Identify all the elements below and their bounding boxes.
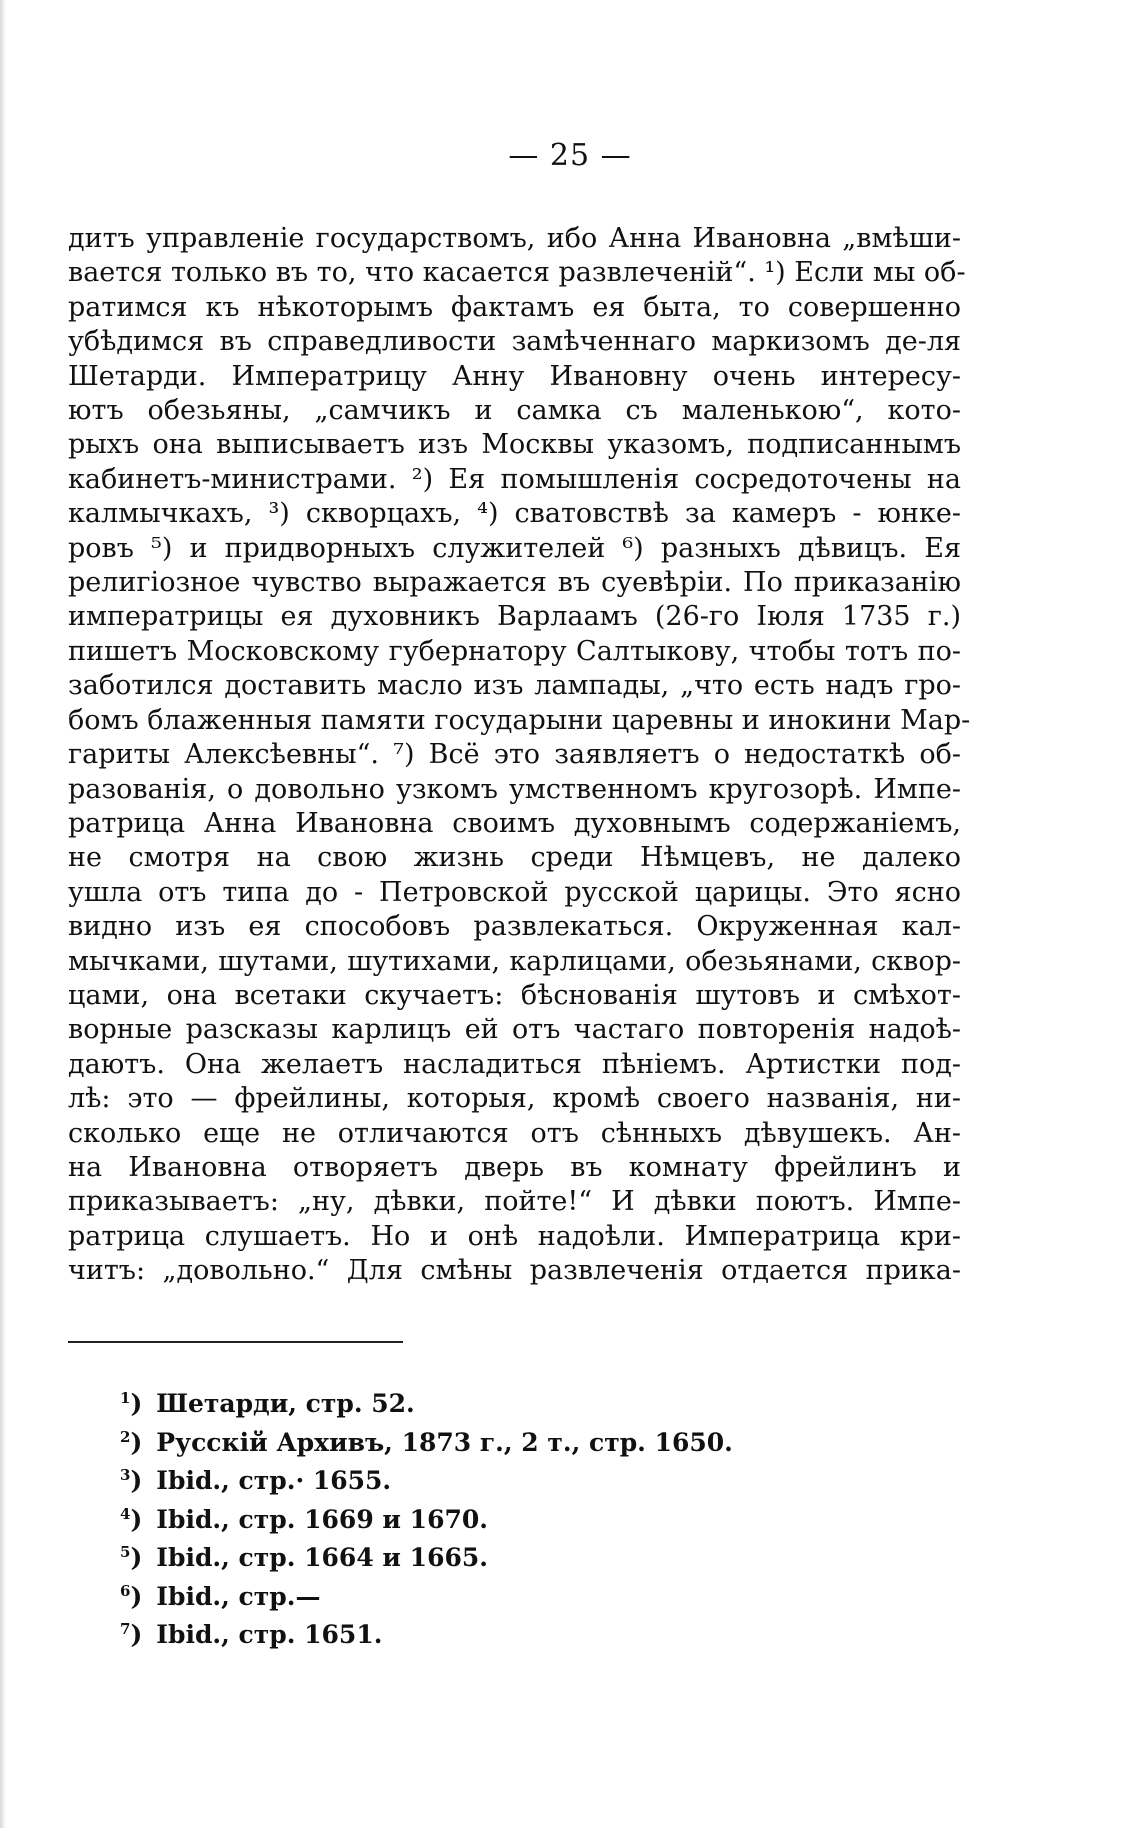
text-line: императрицы ея духовникъ Варлаамъ (26-го Іюля 1735 г.) [68, 601, 961, 633]
text-line: заботился доставить масло изъ лампады, „что есть надъ гро- [68, 670, 961, 702]
text-line: ушла отъ типа до - Петровской русской царицы. Это ясно [68, 876, 961, 908]
text-line: ратрица слушаетъ. Но и онѣ надоѣли. Императрица кри- [68, 1220, 961, 1252]
text-line: видно изъ ея способовъ развлекаться. Окруженная кал- [68, 911, 961, 943]
footnote-mark: 4 [120, 1504, 131, 1523]
footnote-text: Ibid., стр. 1664 и 1665. [156, 1543, 488, 1572]
text-line: лѣ: это — фрейлины, которыя, кромѣ своего названія, ни- [68, 1083, 961, 1115]
footnotes [120, 1382, 820, 1652]
text-line: ровъ ⁵) и придворныхъ служителей ⁶) разныхъ дѣвицъ. Ея [68, 532, 961, 564]
text-line: бомъ блаженныя памяти государыни царевны и инокини Мар- [68, 704, 971, 736]
text-line: кабинетъ-министрами. ²) Ея помышленія сосредоточены на [68, 463, 961, 495]
footnote: $^2$) Русскій Архивъ, 1873 г., 2 т., стр. 1650. [120, 1427, 733, 1457]
text-line: не смотря на свою жизнь среди Нѣмцевъ, не далеко [68, 842, 961, 874]
footnote-text: Русскій Архивъ, 1873 г., 2 т., стр. 1650. [156, 1427, 733, 1457]
text-line: религіозное чувство выражается въ суевѣріи. По приказанію [68, 567, 961, 599]
text-line: мычками, шутами, шутихами, карлицами, обезьянами, сквор- [68, 945, 961, 977]
text-line: приказываетъ: „ну, дѣвки, пойте!“ И дѣвки поютъ. Импе- [68, 1186, 961, 1218]
footnote-text: Ibid., стр. 1651. [156, 1620, 383, 1649]
footnote: $^6$) Ibid., стр.— [120, 1581, 321, 1611]
footnote-text: Ibid., стр.· 1655. [156, 1466, 392, 1495]
footnote-separator-rule [68, 1341, 403, 1343]
footnote-mark: 2 [120, 1427, 131, 1446]
text-line: ратрица Анна Ивановна своимъ духовнымъ содержаніемъ, [68, 807, 961, 839]
footnote-mark: 5 [120, 1543, 131, 1561]
text-line: вается только въ то, что касается развлеченій“. ¹) Если мы об- [68, 257, 966, 289]
footnote-mark: 7 [120, 1620, 131, 1638]
footnote-mark: 1 [120, 1389, 131, 1407]
text-line: даютъ. Она желаетъ насладиться пѣніемъ. Артистки под- [68, 1048, 961, 1080]
text-line-last: читъ: „довольно.“ Для смѣны развлеченія отдается прика- [68, 1255, 961, 1287]
text-line: ютъ обезьяны, „самчикъ и самка съ маленькою“, кото- [68, 395, 961, 427]
page-number: — 25 — [508, 138, 632, 173]
text-line: убѣдимся въ справедливости замѣченнаго маркизомъ де-ля [68, 326, 961, 358]
footnote: $^7$) Ibid., стр. 1651. [120, 1620, 383, 1649]
footnote: $^4$) Ibid., стр. 1669 и 1670. [120, 1504, 488, 1534]
text-line: сколько еще не отличаются отъ сѣнныхъ дѣвушекъ. Ан- [68, 1117, 961, 1149]
footnote-mark: 6 [120, 1581, 131, 1600]
footnote: $^5$) Ibid., стр. 1664 и 1665. [120, 1543, 488, 1572]
text-line: ворные разсказы карлицъ ей отъ частаго повторенія надоѣ- [68, 1014, 961, 1046]
text-line: рыхъ она выписываетъ изъ Москвы указомъ, подписаннымъ [68, 429, 961, 461]
body-text [68, 222, 971, 1289]
text-line: цами, она всетаки скучаетъ: бѣснованія шутовъ и смѣхот- [68, 979, 961, 1011]
text-line: на Ивановна отворяетъ дверь въ комнату фрейлинъ и [68, 1151, 961, 1183]
text-line: пишетъ Московскому губернатору Салтыкову, чтобы тотъ по- [68, 635, 961, 667]
text-line: Шетарди. Императрицу Анну Ивановну очень интересу- [68, 360, 961, 392]
text-line: гариты Алексѣевны“. ⁷) Всё это заявляетъ о недостаткѣ об- [68, 739, 961, 771]
text-line: ратимся къ нѣкоторымъ фактамъ ея быта, то совершенно [68, 291, 961, 323]
footnote-text: Ibid., стр.— [156, 1581, 321, 1611]
footnote-text: Шетарди, стр. 52. [156, 1389, 415, 1418]
footnote-text: Ibid., стр. 1669 и 1670. [156, 1504, 488, 1534]
text-line: дитъ управленіе государствомъ, ибо Анна Ивановна „вмѣши- [68, 223, 961, 254]
footnote-mark: 3 [120, 1466, 131, 1484]
text-line: разованія, о довольно узкомъ умственномъ кругозорѣ. Импе- [68, 773, 961, 805]
footnote: $^1$) Шетарди, стр. 52. [120, 1389, 415, 1418]
footnote: $^3$) Ibid., стр.· 1655. [120, 1466, 392, 1495]
page-edge-shadow [0, 0, 6, 1828]
text-line: калмычкахъ, ³) скворцахъ, ⁴) сватовствѣ за камеръ - юнке- [68, 498, 961, 530]
